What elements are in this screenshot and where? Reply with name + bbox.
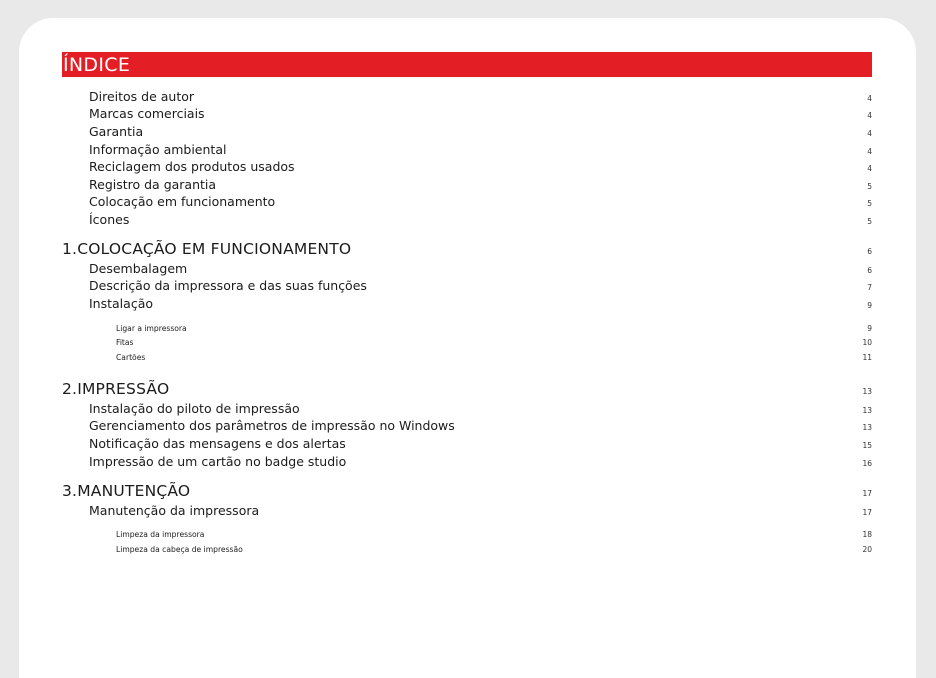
- toc-entry-label: Desembalagem: [89, 261, 188, 276]
- toc-entry-page: 5: [867, 199, 872, 208]
- toc-entry-label: Gerenciamento dos parâmetros de impressão no Windows: [89, 418, 455, 433]
- toc-entry-page: 17: [862, 508, 872, 517]
- toc-subentry-page: 20: [862, 545, 872, 554]
- toc-entry-label: Marcas comerciais: [89, 106, 205, 121]
- toc-entry-page: 16: [862, 459, 872, 468]
- toc-entry-label: Garantia: [89, 124, 144, 139]
- toc-entry-page: 6: [867, 266, 872, 275]
- toc-entry-page: 4: [867, 129, 872, 138]
- toc-entry-page: 7: [867, 283, 872, 292]
- index-title: ÍNDICE: [63, 54, 131, 76]
- toc-section-label: 1.COLOCAÇÃO EM FUNCIONAMENTO: [62, 240, 352, 258]
- toc-subentry-label: Limpeza da impressora: [116, 530, 205, 539]
- toc-entry-label: Reciclagem dos produtos usados: [89, 159, 295, 174]
- toc-entry-label: Impressão de um cartão no badge studio: [89, 454, 347, 469]
- toc-entry-page: 4: [867, 111, 872, 120]
- toc-subentry-label: Ligar a impressora: [116, 324, 187, 333]
- toc-entry-label: Instalação do piloto de impressão: [89, 401, 300, 416]
- toc-entry-page: 4: [867, 164, 872, 173]
- toc-entry-page: 5: [867, 182, 872, 191]
- toc-subentry-page: 18: [862, 530, 872, 539]
- toc-section-label: 2.IMPRESSÃO: [62, 380, 170, 398]
- toc-subentry-label: Fitas: [116, 338, 134, 347]
- toc-subentry-label: Limpeza da cabeça de impressão: [116, 545, 243, 554]
- toc-entry-page: 9: [867, 301, 872, 310]
- toc-entry-page: 13: [862, 406, 872, 415]
- toc-entry-label: Notificação das mensagens e dos alertas: [89, 436, 346, 451]
- toc-section-label: 3.MANUTENÇÃO: [62, 482, 191, 500]
- toc-entry-label: Registro da garantia: [89, 177, 217, 192]
- toc-entry-label: Instalação: [89, 296, 153, 311]
- toc-section-page: 13: [862, 387, 872, 396]
- document-page: [19, 18, 916, 678]
- toc-entry-page: 13: [862, 423, 872, 432]
- toc-entry-label: Colocação em funcionamento: [89, 194, 276, 209]
- toc-subentry-label: Cartões: [116, 353, 146, 362]
- toc-section-page: 6: [867, 247, 872, 256]
- index-title-banner: [62, 52, 872, 77]
- toc-subentry-page: 11: [862, 353, 872, 362]
- toc-subentry-page: 9: [867, 324, 872, 333]
- toc-entry-label: Descrição da impressora e das suas funções: [89, 278, 367, 293]
- toc-section-page: 17: [862, 489, 872, 498]
- toc-entry-page: 4: [867, 147, 872, 156]
- toc-entry-label: Direitos de autor: [89, 89, 195, 104]
- toc-subentry-page: 10: [862, 338, 872, 347]
- toc-entry-label: Ícones: [89, 212, 130, 227]
- toc-entry-label: Manutenção da impressora: [89, 503, 260, 518]
- toc-entry-page: 5: [867, 217, 872, 226]
- toc-entry-page: 15: [862, 441, 872, 450]
- toc-entry-label: Informação ambiental: [89, 142, 227, 157]
- toc-entry-page: 4: [867, 94, 872, 103]
